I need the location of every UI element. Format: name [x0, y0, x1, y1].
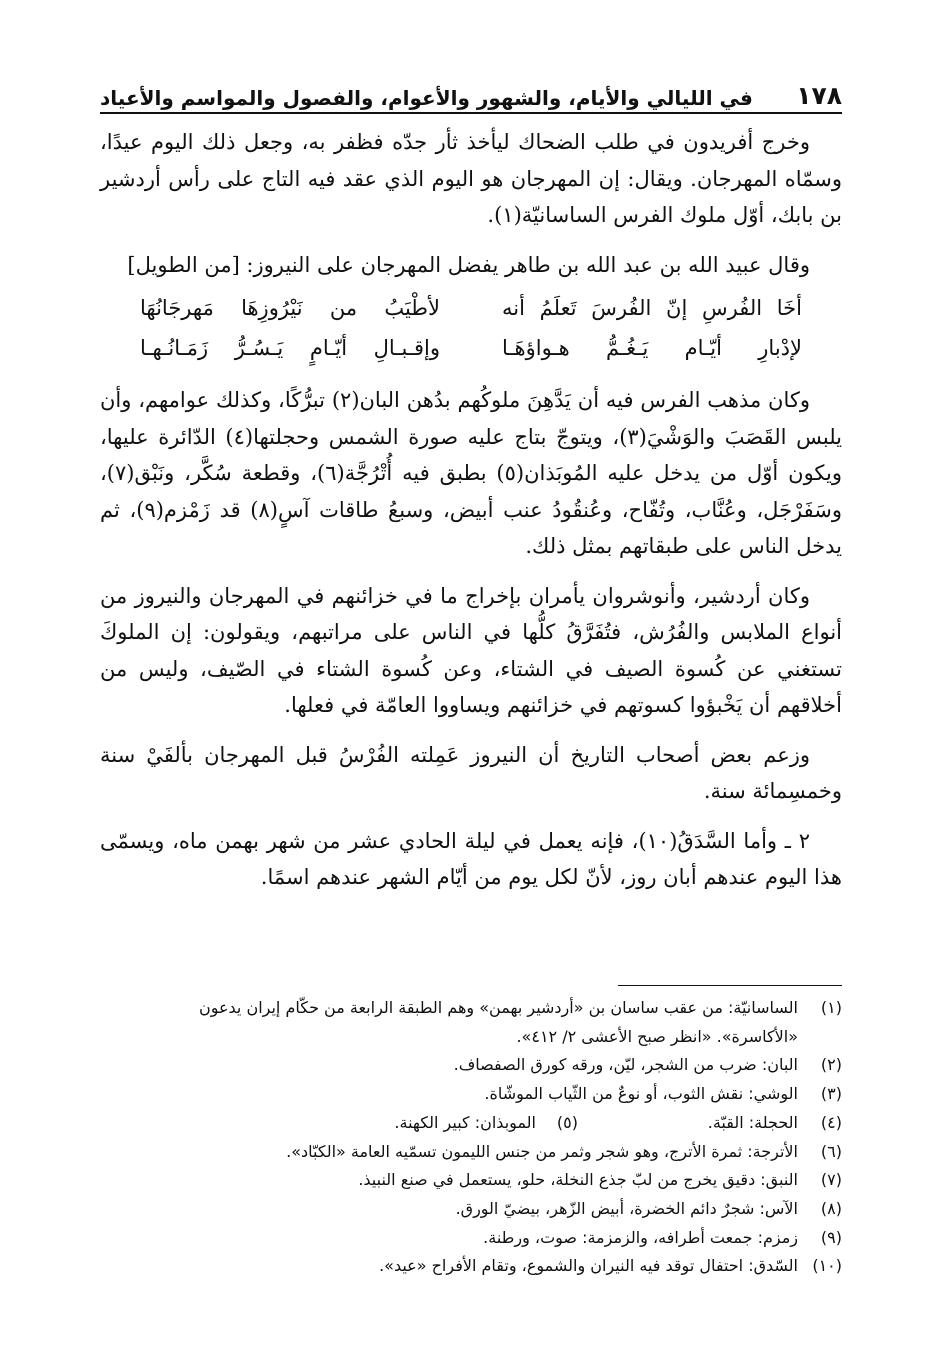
footnote-text: النبق: دقيق يخرج من لبّ جذع النخلة، حلو، يستعمل في صنع النبيذ. — [358, 1170, 798, 1190]
footnote-number: (١٠) — [812, 1256, 842, 1276]
footnote-text: البان: ضرب من الشجر، ليّن، ورقه كورق الصفصاف. — [453, 1055, 798, 1075]
footnote-text: الساسانيّة: من عقب ساسان بن «أردشير بهمن» وهم الطبقة الرابعة من حكّام إيران يدعون — [198, 998, 798, 1017]
footnote-text: الموبذان: كبير الكهنة. — [394, 1112, 536, 1132]
verse-2-first-hemistich: لإدْبارِ أيّـام يَـغُـمُّ هـواؤهَـا — [502, 335, 802, 360]
poem — [100, 288, 842, 368]
footnote-number: (٤) — [820, 1112, 842, 1132]
page-number: ١٧٨ — [796, 81, 842, 110]
verse-1-first-hemistich: أخَا الفُرسِ إنّ الفُرسَ تَعلَمُ أنه — [502, 295, 802, 320]
footnote-2 — [100, 1051, 842, 1080]
footnote-9 — [100, 1224, 842, 1253]
body-text — [100, 124, 842, 909]
footnote-6 — [100, 1138, 842, 1167]
page-header — [100, 72, 842, 108]
footnote-3 — [100, 1080, 842, 1109]
footnote-number: (٣) — [820, 1084, 842, 1104]
verse-2-second-hemistich: وإقـبـالِ أيّـامٍ يَـسُـرُّ زَمَـانُـهـا — [140, 335, 440, 360]
footnote-number: (٨) — [820, 1198, 842, 1218]
footnote-text: الآس: شجرٌ دائم الخضرة، أبيض الزّهر، بيضيّ الورق. — [455, 1198, 798, 1218]
paragraph-1: وخرج أفريدون في طلب الضحاك ليأخذ ثأر جدّه فظفر به، وجعل ذلك اليوم عيدًا، وسمّاه المهرجان. ويقال: إن المهرجان هو اليوم الذي عقد فيه التاج على رأس أردشير بن بابك، أوّل ملوك الفرس الساسانيّة(١). — [100, 130, 842, 227]
footnote-text: السّدق: احتفال توقد فيه النيران والشموع، وتقام الأفراح «عيد». — [379, 1256, 798, 1276]
footnotes — [100, 994, 842, 1281]
paragraph-5: وزعم بعض أصحاب التاريخ أن النيروز عَمِلته الفُرْسُ قبل المهرجان بألفَيْ سنة وخمسِمائة سنة. — [100, 742, 842, 803]
paragraph-6: ٢ ـ وأما السَّدَقُ(١٠)، فإنه يعمل في ليلة الحادي عشر من شهر بهمن ماه، ويسمّى هذا اليوم عندهم أبان روز، لأنّ لكل يوم من أيّام الشهر عندهم اسمًا. — [100, 828, 842, 889]
footnote-rule — [618, 985, 842, 986]
footnote-10 — [100, 1252, 842, 1281]
verse-1-second-hemistich: لأطْيَبُ من نَيْرُوزِهَا مَهرجَانُهَا — [140, 295, 440, 320]
footnote-number: (٦) — [820, 1141, 842, 1161]
footnote-1-continued: «الأكاسرة». «انظر صبح الأعشى ٢/ ٤١٢». — [516, 1026, 798, 1046]
verse-1 — [140, 288, 802, 328]
footnote-number: (١) — [820, 998, 842, 1017]
paragraph-4: وكان أردشير، وأنوشروان يأمران بإخراج ما في خزائنهم في المهرجان والنيروز من أنواع الملابس والفُرُش، فتُفَرَّقُ كلُّها في الناس على مراتبهم، ويقولون: إن الملوكَ تستغني عن كُسوة الصيف في الشتاء، وعن كُسوة الشتاء في الصّيف، وليس من أخلاقهم أن يَخْبؤوا كسوتهم في خزائنهم ويساووا العامّة في فعلها. — [100, 583, 842, 717]
paragraph-3: وكان مذهب الفرس فيه أن يَدَّهِنَ ملوكُهم بدُهن البان(٢) تبرُّكًا، وكذلك عوامهم، وأن يلبس القَصَبَ والوَشْيَ(٣)، ويتوجّ بتاج عليه صورة الشمس وحجلتها(٤) الدّائرة عليها، ويكون أوّل من يدخل عليه المُوبَذان(٥) بطبق فيه أُتْرُجَّة(٦)، وقطعة سُكَّر، ونَبْق(٧)، وسَفَرْجَل، وعُنَّاب، وتُفّاح، وعُنقُودُ عنب أبيض، وسبعُ طاقات آسٍ(٨) قد زَمْزم(٩)، ثم يدخل الناس على طبقاتهم بمثل ذلك. — [100, 388, 842, 558]
footnote-4-and-5 — [100, 1109, 842, 1138]
footnote-text: زمزم: جمعت أطرافه، والزمزمة: صوت، ورطنة. — [483, 1227, 798, 1247]
verse-2 — [140, 328, 802, 368]
header-rule — [100, 112, 842, 114]
footnote-text: الوشي: نقش الثوب، أو نوعٌ من الثّياب الموشّاة. — [484, 1084, 798, 1104]
footnote-text: الأترجة: ثمرة الأترج، وهو شجر وثمر من جنس الليمون تسمّيه العامة «الكبّاد». — [286, 1141, 798, 1161]
footnote-8 — [100, 1195, 842, 1224]
running-title: في الليالي والأيام، والشهور والأعوام، والفصول والمواسم والأعياد — [100, 86, 753, 110]
footnote-number: (٩) — [820, 1227, 842, 1247]
footnote-text: الحجلة: القبّة. — [707, 1112, 798, 1132]
footnote-1 — [100, 994, 842, 1023]
footnote-number: (٧) — [820, 1170, 842, 1190]
footnote-number: (٥) — [556, 1112, 578, 1132]
paragraph-2: وقال عبيد الله بن عبد الله بن طاهر يفضل المهرجان على النيروز: [من الطويل] — [127, 252, 810, 277]
footnote-7 — [100, 1166, 842, 1195]
footnote-number: (٢) — [820, 1055, 842, 1075]
